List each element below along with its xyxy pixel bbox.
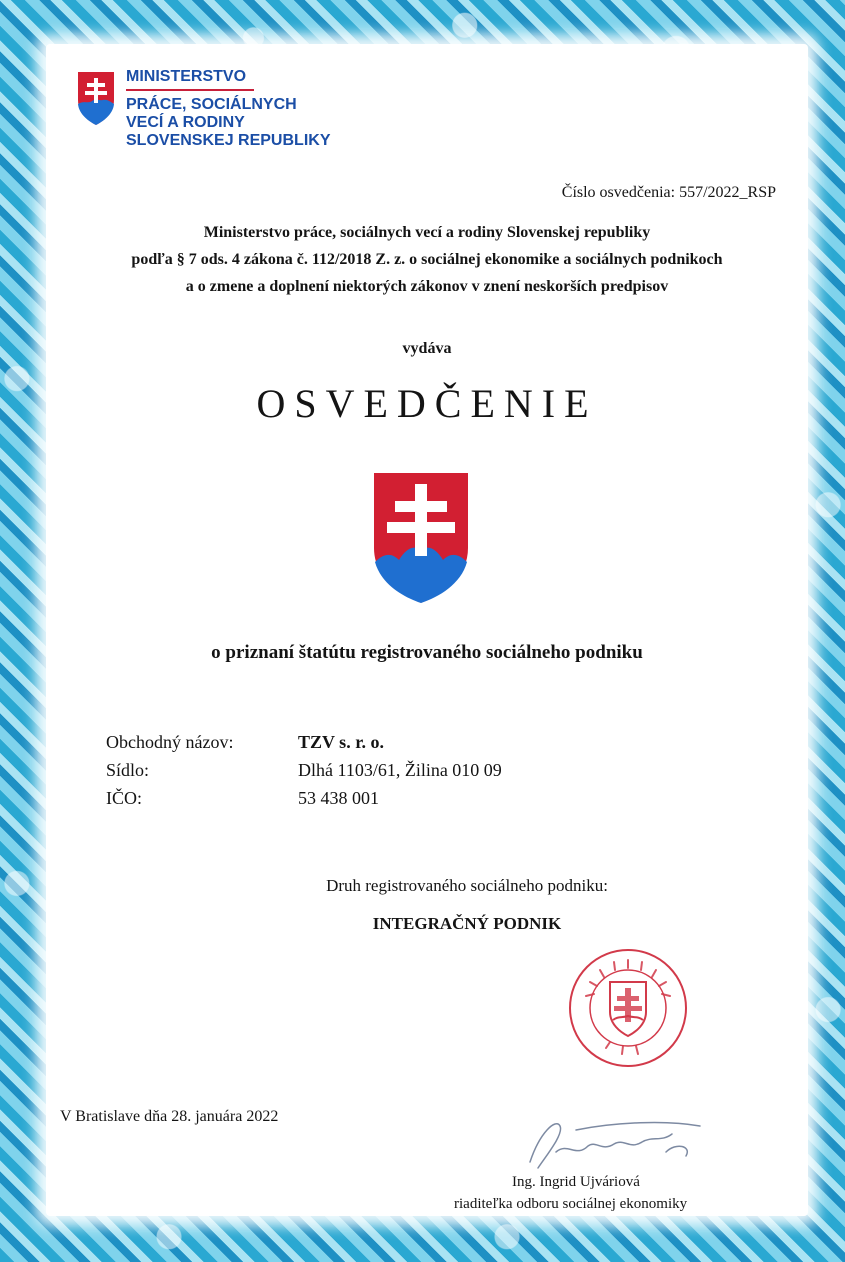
ministry-name bbox=[126, 68, 330, 150]
certificate-number: Číslo osvedčenia: 557/2022_RSP bbox=[561, 184, 776, 201]
field-label-seat: Sídlo: bbox=[106, 760, 150, 780]
signature-icon bbox=[516, 1112, 706, 1182]
field-label-ico: IČO: bbox=[106, 788, 142, 808]
field-value-ico: 53 438 001 bbox=[298, 788, 379, 808]
ministry-name-line: VECÍ A RODINY bbox=[126, 114, 245, 131]
ministry-name-line: PRÁCE, SOCIÁLNYCH bbox=[126, 96, 297, 113]
place-date: V Bratislave dňa 28. januára 2022 bbox=[60, 1108, 279, 1125]
field-values bbox=[298, 728, 502, 812]
certificate-subject: o priznaní štatútu registrovaného sociálneho podniku bbox=[211, 642, 643, 663]
official-stamp-icon bbox=[566, 946, 690, 1070]
signer-role: riaditeľka odboru sociálnej ekonomiky bbox=[454, 1196, 688, 1212]
field-labels bbox=[106, 728, 233, 812]
enterprise-type-label: Druh registrovaného sociálneho podniku: bbox=[326, 876, 608, 895]
field-value-business-name: TZV s. r. o. bbox=[298, 732, 385, 752]
enterprise-type-value: INTEGRAČNÝ PODNIK bbox=[372, 914, 562, 933]
slovak-crest-icon bbox=[76, 70, 116, 126]
ministry-logo bbox=[76, 68, 330, 150]
coat-of-arms-icon bbox=[369, 468, 473, 608]
preamble bbox=[46, 219, 808, 300]
preamble-line: podľa § 7 ods. 4 zákona č. 112/2018 Z. z. o sociálnej ekonomike a sociálnych podnikoch bbox=[131, 251, 723, 268]
ministry-name-line: MINISTERSTVO bbox=[126, 68, 254, 91]
preamble-line: a o zmene a doplnení niektorých zákonov v znení neskorších predpisov bbox=[185, 278, 669, 295]
issues-text: vydáva bbox=[402, 340, 452, 357]
field-value-seat: Dlhá 1103/61, Žilina 010 09 bbox=[298, 760, 502, 780]
field-label-business-name: Obchodný názov: bbox=[106, 732, 234, 752]
signer-name: Ing. Ingrid Ujváriová bbox=[512, 1174, 640, 1190]
preamble-line: Ministerstvo práce, sociálnych vecí a rodiny Slovenskej republiky bbox=[203, 224, 651, 241]
document-title: OSVEDČENIE bbox=[256, 381, 598, 426]
ministry-name-line: SLOVENSKEJ REPUBLIKY bbox=[126, 132, 331, 149]
certificate-paper bbox=[46, 44, 808, 1216]
